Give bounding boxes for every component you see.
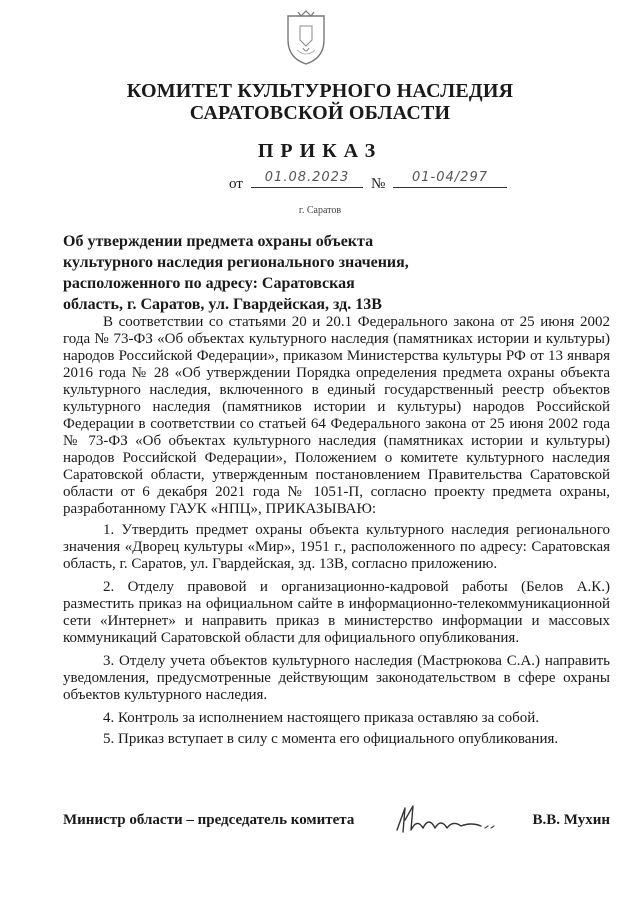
order-number-value: 01-04/297: [393, 170, 507, 188]
subject-line: расположенного по адресу: Саратовская: [63, 275, 355, 292]
saratov-region-coat-of-arms-icon: [283, 10, 329, 66]
city-name: г. Саратов: [298, 205, 342, 216]
signer-name: В.В. Мухин: [532, 812, 610, 828]
order-item: 1. Утвердить предмет охраны объекта культурного наследия регионального значения «Дворец культуры «Мир», 1951 г., расположенного по адресу: Саратовская область, г. Саратов, ул. Гвардейская, зд. 13В, согласно приложению.: [63, 522, 610, 572]
handwritten-signature-icon: [391, 800, 511, 840]
number-label: №: [371, 176, 386, 192]
subject-line: культурного наследия регионального значения,: [63, 254, 409, 271]
org-name-line-2: САРАТОВСКОЙ ОБЛАСТИ: [189, 102, 451, 124]
preamble-paragraph: В соответствии со статьями 20 и 20.1 Федерального закона от 25 июня 2002 года № 73-ФЗ «Об объектах культурного наследия (памятниках истории и культуры) народов Российской Федерации», приказом Министерства культуры РФ от 13 января 2016 года № 28 «Об утверждении Порядка определения предмета охраны объекта культурного наследия, включенного в единый государственный реестр объектов культурного наследия (памятников истории и культуры) народов Российской Федерации в соответствии со статьей 64 Федерального закона от 25 июня 2002 года № 73-ФЗ «Об объектах культурного наследия (памятниках истории и культуры) народов Российской Федерации», Положением о комитете культурного наследия Саратовской области, утвержденным постановлением Правительства Саратовской области от 6 декабря 2021 года № 1051-П, согласно проекту предмета охраны, разработанному ГАУК «НПЦ», ПРИКАЗЫВАЮ:: [63, 314, 610, 517]
order-dateline: [0, 170, 640, 194]
order-item: 5. Приказ вступает в силу с момента его официального опубликования.: [103, 731, 559, 747]
order-subject: [63, 231, 423, 315]
document-title: ПРИКАЗ: [257, 140, 383, 162]
signature-block: [63, 810, 610, 850]
date-label: от: [229, 176, 243, 192]
subject-line: область, г. Саратов, ул. Гвардейская, зд. 13В: [63, 296, 382, 313]
order-item: 2. Отделу правовой и организационно-кадровой работы (Белов А.К.) разместить приказ на официальном сайте в информационно-телекоммуникационной сети «Интернет» и направить приказ в министерство информации и массовых коммуникаций Саратовской области для официального опубликования.: [63, 579, 610, 646]
subject-line: Об утверждении предмета охраны объекта: [63, 233, 374, 250]
order-body: [63, 314, 610, 748]
order-item: 3. Отделу учета объектов культурного наследия (Мастрюкова С.А.) направить уведомления, предусмотренные действующим законодательством в сфере охраны объектов культурного наследия.: [63, 653, 610, 703]
org-name-line-1: КОМИТЕТ КУЛЬТУРНОГО НАСЛЕДИЯ: [126, 80, 514, 102]
order-item: 4. Контроль за исполнением настоящего приказа оставляю за собой.: [103, 710, 540, 726]
signer-position: Министр области – председатель комитета: [63, 812, 355, 828]
order-items-list: [63, 522, 610, 748]
order-date-value: 01.08.2023: [251, 170, 363, 188]
